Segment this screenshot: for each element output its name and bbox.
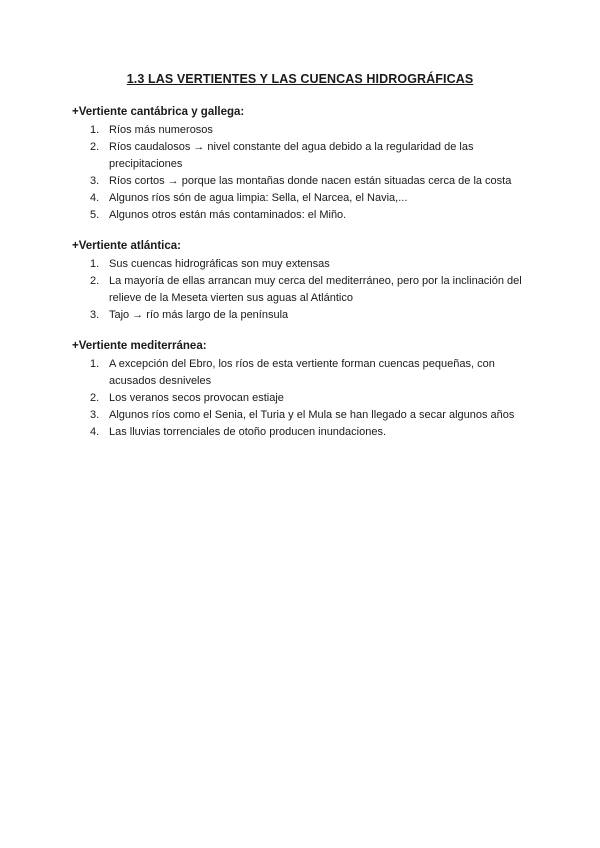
section-mediterranea (72, 338, 532, 441)
list-item-text: Algunos ríos como el Senia, el Turia y el Mula se han llegado a secar algunos años (109, 409, 515, 421)
list-number: 3. (90, 309, 100, 321)
list-number: 1. (90, 124, 100, 136)
list-item (72, 356, 532, 390)
list-item (72, 139, 532, 173)
list-item-text: La mayoría de ellas arrancan muy cerca del mediterráneo, pero por la inclinación del relieve de la Meseta vierten sus aguas al Atlántico (109, 275, 522, 304)
list-number: 2. (90, 275, 100, 287)
numbered-list (72, 122, 532, 224)
list-item-text: Ríos cortos → porque las montañas donde nacen están situadas cerca de la costa (109, 175, 512, 187)
list-item-text: Algunos otros están más contaminados: el Miño. (109, 209, 347, 221)
list-item-text: Ríos caudalosos → nivel constante del agua debido a la regularidad de las precipitaciones (109, 141, 474, 170)
section-heading: +Vertiente mediterránea: (72, 340, 207, 352)
section-heading: +Vertiente cantábrica y gallega: (72, 106, 245, 118)
document-body (72, 104, 532, 455)
section-heading: +Vertiente atlántica: (72, 240, 181, 252)
list-item (72, 207, 532, 224)
list-item-text: Los veranos secos provocan estiaje (109, 392, 284, 404)
numbered-list (72, 356, 532, 441)
page-title: 1.3 LAS VERTIENTES Y LAS CUENCAS HIDROGRÁFICAS (126, 72, 474, 86)
list-item (72, 307, 532, 324)
list-number: 2. (90, 141, 100, 153)
list-item (72, 407, 532, 424)
list-item (72, 424, 532, 441)
list-item (72, 122, 532, 139)
section-cantabrica (72, 104, 532, 224)
list-item (72, 273, 532, 307)
list-number: 4. (90, 426, 100, 438)
list-number: 1. (90, 258, 100, 270)
list-number: 5. (90, 209, 100, 221)
list-number: 4. (90, 192, 100, 204)
list-item-text: A excepción del Ebro, los ríos de esta vertiente forman cuencas pequeñas, con acusados desniveles (109, 358, 495, 387)
list-item (72, 173, 532, 190)
list-item (72, 390, 532, 407)
list-item-text: Algunos ríos són de agua limpia: Sella, el Narcea, el Navia,... (109, 192, 408, 204)
list-item-text: Ríos más numerosos (109, 124, 213, 136)
list-item-text: Tajo → río más largo de la península (109, 309, 289, 321)
list-item (72, 256, 532, 273)
list-number: 3. (90, 175, 100, 187)
numbered-list (72, 256, 532, 324)
list-number: 2. (90, 392, 100, 404)
list-item (72, 190, 532, 207)
section-atlantica (72, 238, 532, 324)
list-item-text: Las lluvias torrenciales de otoño producen inundaciones. (109, 426, 387, 438)
list-number: 1. (90, 358, 100, 370)
list-item-text: Sus cuencas hidrográficas son muy extensas (109, 258, 330, 270)
list-number: 3. (90, 409, 100, 421)
